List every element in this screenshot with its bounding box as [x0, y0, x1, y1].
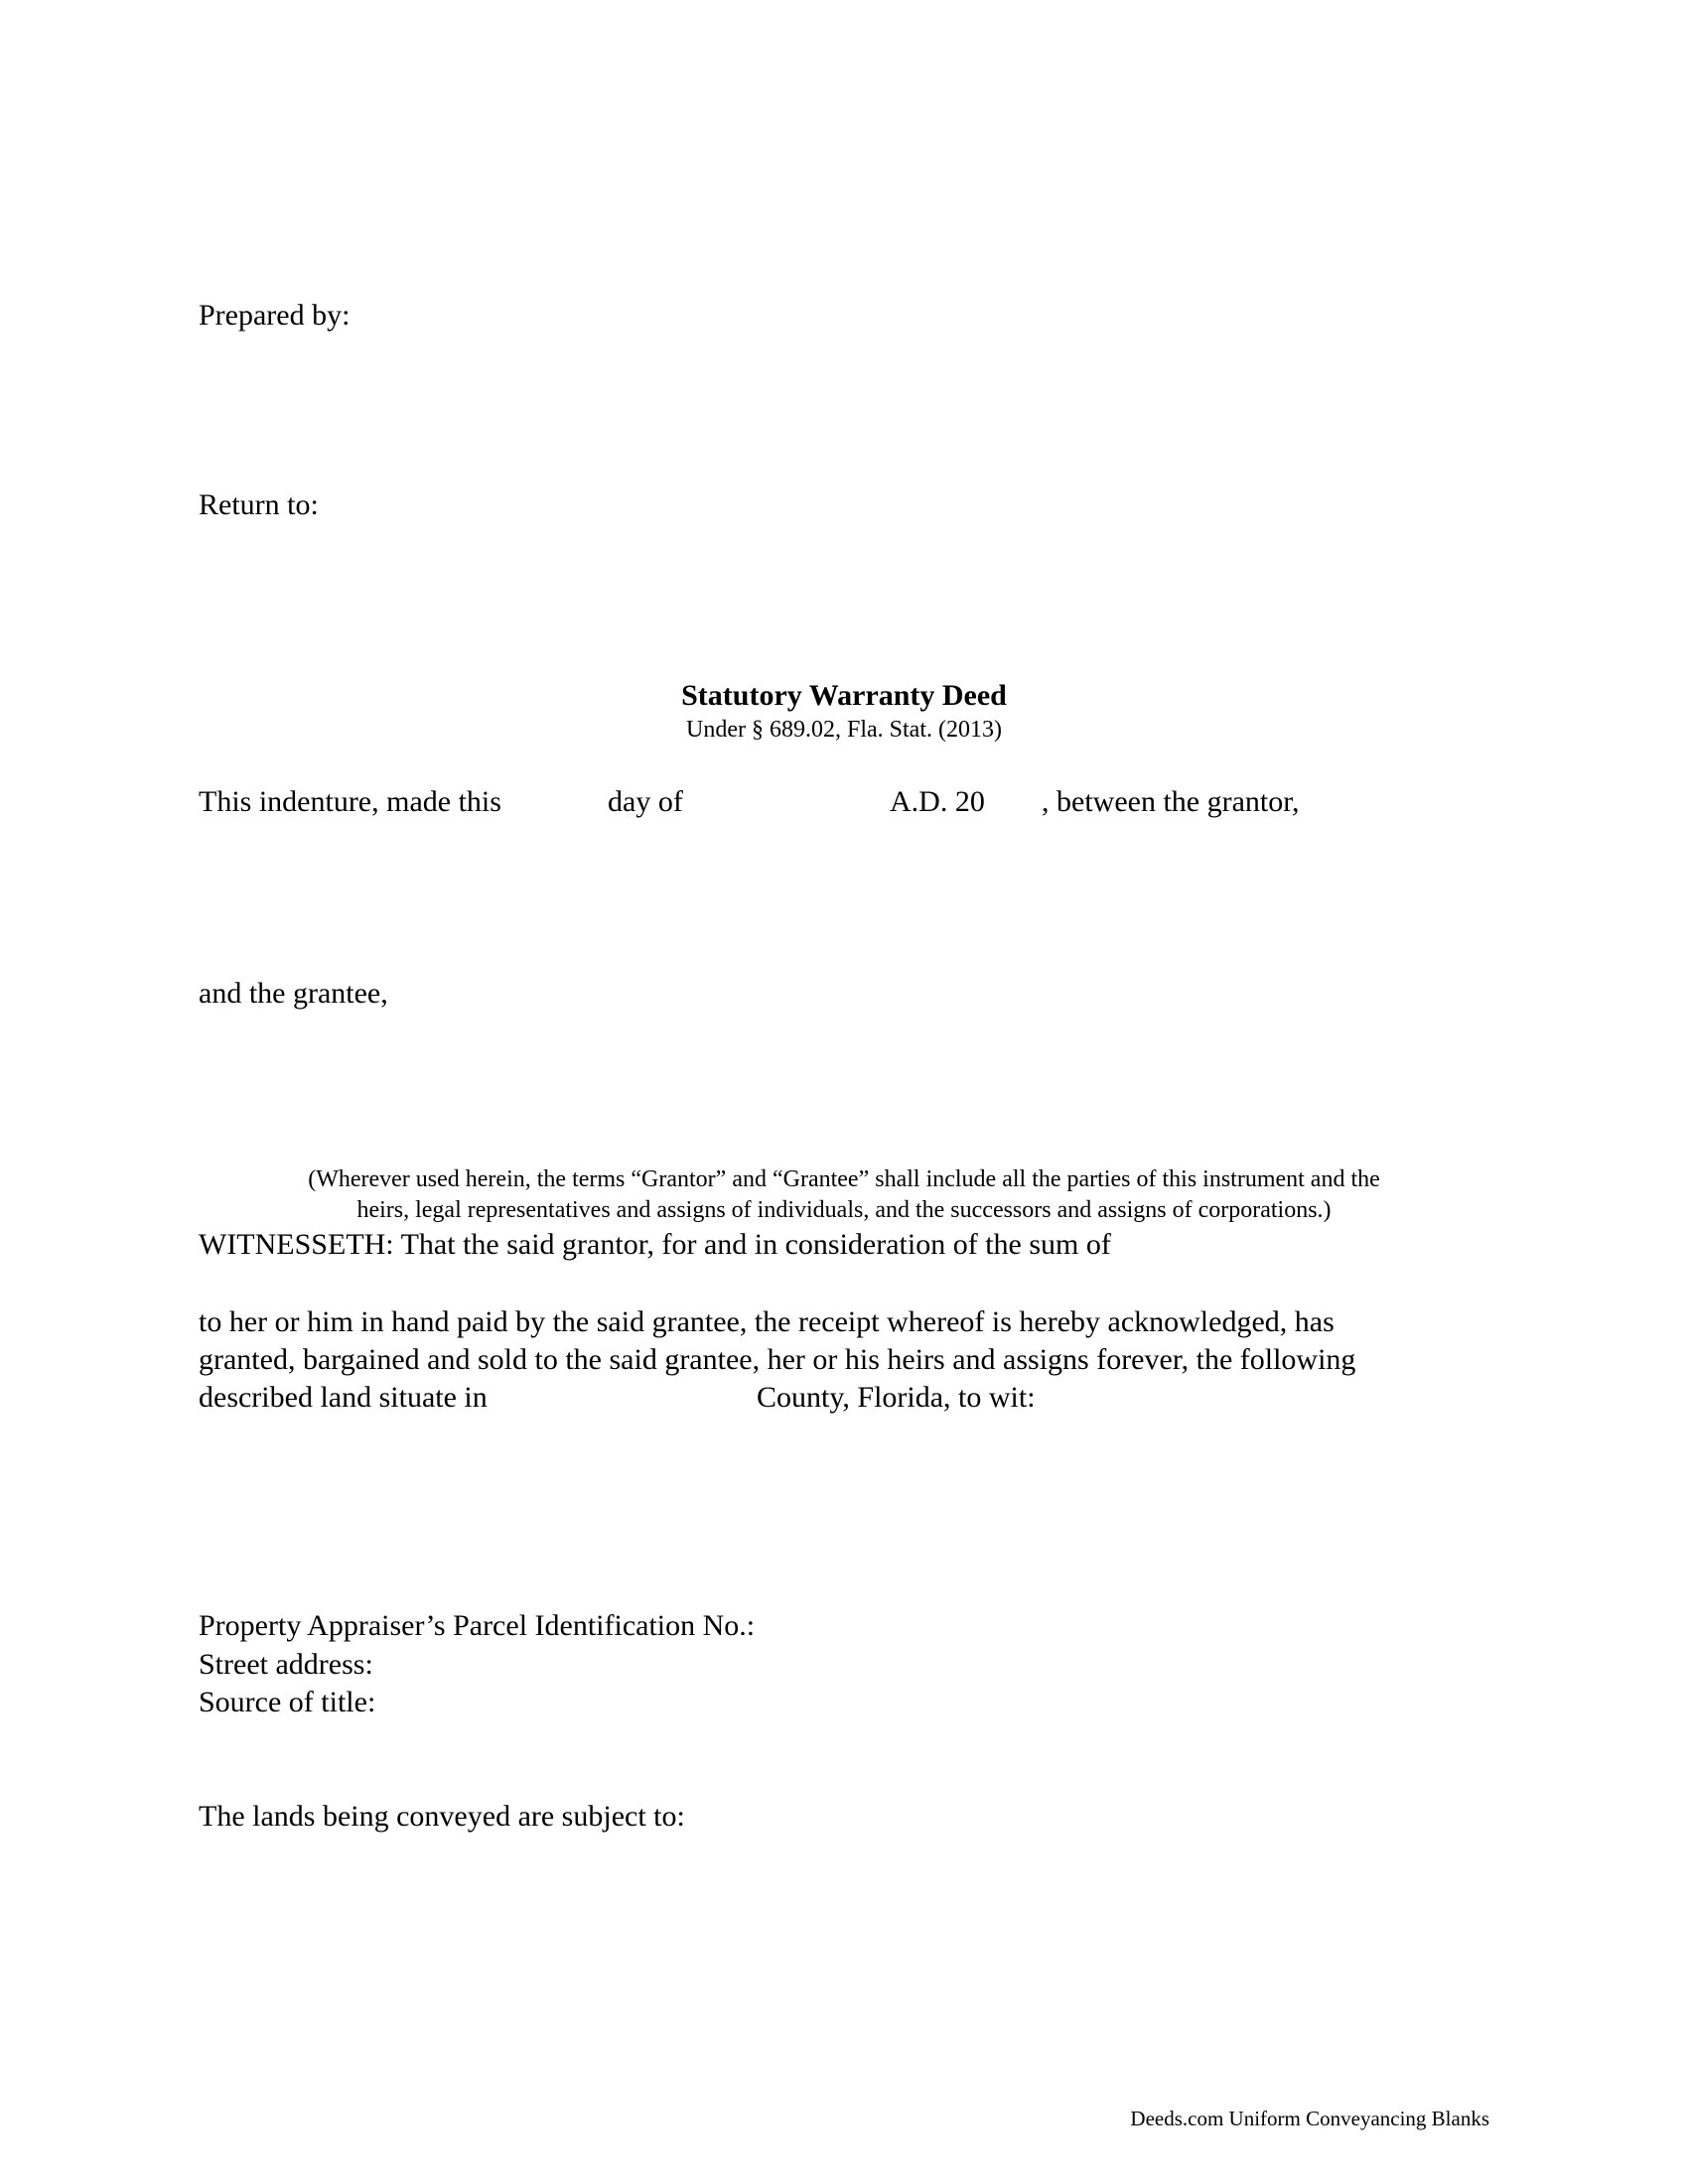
definition-note-line-1: (Wherever used herein, the terms “Grantor” and “Grantee” shall include all the parties of this instrument and the [308, 1166, 1380, 1192]
footer-credit: Deeds.com Uniform Conveyancing Blanks [1130, 2107, 1489, 2130]
grantee-label: and the grantee, [199, 977, 388, 1010]
document-title: Statutory Warranty Deed [681, 679, 1007, 712]
street-address-label: Street address: [199, 1648, 373, 1681]
indenture-day-of: day of [608, 785, 683, 818]
source-of-title-label: Source of title: [199, 1686, 376, 1718]
parcel-id-label: Property Appraiser’s Parcel Identification No.: [199, 1609, 756, 1642]
land-situate-label: described land situate in [199, 1381, 488, 1414]
definition-note-line-2: heirs, legal representatives and assigns of individuals, and the successors and assigns of corporations.) [356, 1197, 1332, 1223]
subject-to-label: The lands being conveyed are subject to: [199, 1800, 685, 1833]
return-to-label: Return to: [199, 488, 319, 521]
conveyance-line-2: granted, bargained and sold to the said grantee, her or his heirs and assigns forever, the following [199, 1343, 1356, 1376]
prepared-by-label: Prepared by: [199, 299, 351, 332]
indenture-made-this: This indenture, made this [199, 785, 501, 818]
witnesseth-clause: WITNESSETH: That the said grantor, for and in consideration of the sum of [199, 1228, 1111, 1261]
document-subtitle: Under § 689.02, Fla. Stat. (2013) [686, 717, 1002, 743]
indenture-ad-year: A.D. 20 [890, 785, 985, 818]
indenture-between-grantor: , between the grantor, [1042, 785, 1300, 818]
county-florida-label: County, Florida, to wit: [757, 1381, 1036, 1414]
conveyance-line-1: to her or him in hand paid by the said grantee, the receipt whereof is hereby acknowledged, has [199, 1305, 1335, 1338]
